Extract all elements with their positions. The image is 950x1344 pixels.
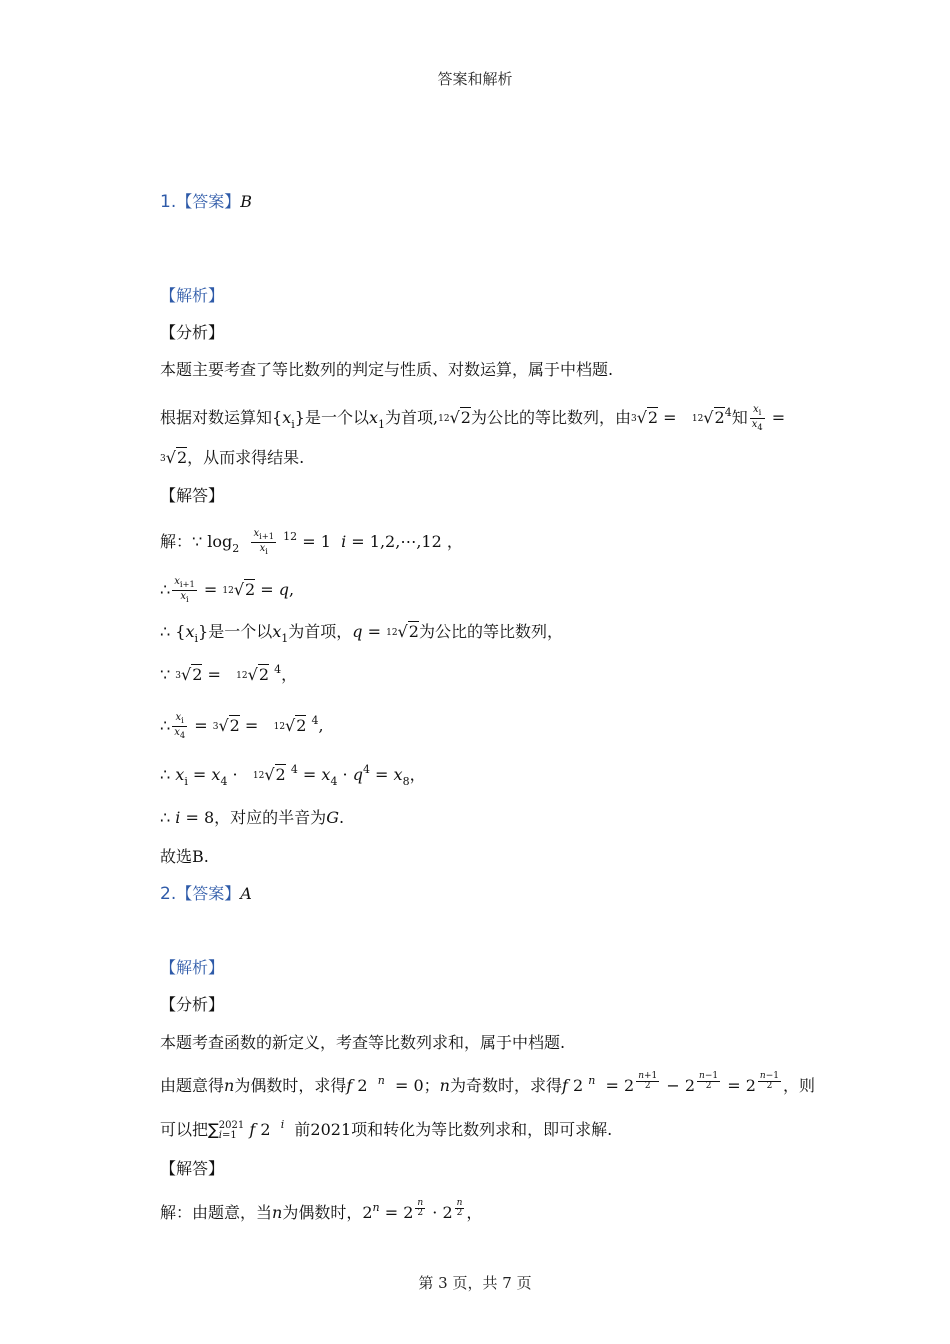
- q2-reason-text: 为奇数时，求得: [449, 1076, 562, 1095]
- q2-sol-line-1: [160, 1197, 483, 1225]
- q1-conclusion: 故选B.: [160, 847, 209, 866]
- q1-answer-tag: 【答案】: [176, 192, 241, 211]
- q1-sol-eq-1: ∵ $\log_2$ $\frac{x_{i+1}}{x_i}$ $^{12}$ = 1 i = 1,2,⋯,12 ，: [192, 528, 463, 556]
- q1-sol-line-7: [160, 808, 344, 828]
- q1-root-ratio: ,12√2: [433, 408, 471, 427]
- q2-n: n: [224, 1076, 235, 1095]
- q2-sol-eq: $2^n = 2$ $^{\frac{n}{2}}$ · 2 $^{\frac{n}{2}}$ ，: [362, 1197, 483, 1222]
- q1-reason-line-2: [160, 448, 304, 471]
- q2-sol-text: 为偶数时，: [282, 1203, 363, 1222]
- q1-sol-text: 为公比的等比数列，: [418, 622, 563, 641]
- q2-reason-text: 可以把: [160, 1120, 209, 1139]
- page-header: 答案和解析: [437, 70, 513, 88]
- q2-reason-text: 由题意得: [160, 1076, 225, 1095]
- q2-sum: ∑2021 i=1 f 2 $^i$: [208, 1118, 285, 1141]
- q1-sol-line-6: [160, 765, 426, 788]
- q1-sol-text: .: [338, 808, 345, 827]
- q1-sol-line-3: [160, 622, 563, 645]
- q1-x1: $x_1$: [368, 408, 385, 431]
- page-footer: 第 3 页，共 7 页: [418, 1274, 532, 1292]
- q2-reason-text: 前2021项和转化为等比数列求和，即可求解.: [294, 1120, 613, 1139]
- q2-f-even: f 2 $^n$ = 0: [346, 1074, 424, 1095]
- q2-fenxi-text: 本题考查函数的新定义，考查等比数列求和，属于中档题.: [160, 1033, 566, 1052]
- q1-answer-line: [160, 192, 252, 212]
- q1-eq-a: $3√2 = 12√2^4$: [630, 406, 732, 427]
- q1-sol-line-4: [160, 665, 297, 688]
- q1-reason-text: 为首项: [385, 408, 434, 427]
- q2-reason-line-2: [160, 1120, 612, 1142]
- q2-analysis-tag: 【解析】: [160, 958, 225, 977]
- q2-reason-line-1: [160, 1070, 815, 1098]
- q1-sol-prefix: 解：: [160, 532, 193, 551]
- q2-sol-text: 解：由题意，当: [160, 1203, 273, 1222]
- q1-sol-eq-5: ∴ $\frac{x_i}{x_4}$ = 3√2 = 12√2 $^4$,: [160, 712, 324, 740]
- q2-n: n: [272, 1203, 283, 1222]
- q1-reason-text: 为公比的等比数列，由: [470, 408, 631, 427]
- q1-reason-text: 是一个以: [304, 408, 369, 427]
- q1-sol-text: 是一个以: [208, 622, 273, 641]
- q1-sol-eq-6: ∴ $x_i = x_4 \cdot 12√2$ $^4 = x_4 \cdot q^4 = x_8$，: [160, 763, 426, 788]
- q2-answer: A: [240, 884, 252, 903]
- q1-number: 1.: [160, 192, 177, 212]
- q2-reason-text: ；: [423, 1076, 440, 1095]
- q1-reason-text: ，从而求得结果.: [187, 448, 305, 467]
- q1-sol-range: 1,2,⋯,12: [369, 532, 442, 551]
- q1-sol-eq-3a: ∴ $\{x_i\}$: [160, 622, 209, 645]
- q1-seq-xi: $\{x_i\}$: [272, 408, 305, 431]
- q1-reason-line-1: 根据对数运算知$\{x_i\}$是一个以$x_1$为首项,12√2为公比的等比数列，由$3√2 = 12√2^4$知 $\frac{x_i}{x_4}$ =: [160, 404, 786, 432]
- q1-sol-text: 为首项，: [288, 622, 353, 641]
- q2-f-odd: f 2 $^n$ = 2 $^{\frac{n+1}{2}}$ − 2 $^{\frac{n-1}{2}}$ = 2 $^{\frac{n-1}{2}}$: [561, 1070, 779, 1095]
- q1-sol-eq-3b: $x_1$: [272, 622, 289, 645]
- q1-sol-text: ，对应的半音为: [214, 808, 327, 827]
- q1-sol-eq-4: ∵ 3√2 = 12√2 $^4$，: [160, 663, 298, 684]
- q1-sol-eq-3c: q = 12√2: [352, 622, 419, 641]
- q1-sol-line-2: [160, 576, 294, 605]
- q2-number: 2.: [160, 884, 177, 904]
- q1-reason-text: 知: [731, 408, 748, 427]
- q1-cbrt: 3√2: [160, 448, 188, 467]
- q1-answer: B: [240, 192, 253, 211]
- q1-jieda-tag: 【解答】: [160, 486, 225, 505]
- q1-sol-line-5: [160, 712, 324, 741]
- q1-sol-eq-7: ∴ i = 8: [160, 808, 215, 827]
- q1-fenxi-tag: 【分析】: [160, 323, 225, 342]
- q1-note-g: G: [326, 808, 339, 827]
- q1-reason-text: 根据对数运算知: [160, 408, 273, 427]
- q2-jieda-tag: 【解答】: [160, 1159, 225, 1178]
- q2-answer-line: [160, 884, 252, 904]
- q1-sol-eq-2: ∴ $\frac{x_{i+1}}{x_i}$ = 12√2 = q,: [160, 576, 295, 604]
- q1-frac-xi-x4: $\frac{x_i}{x_4}$: [751, 404, 763, 432]
- q1-sol-line-1: [160, 528, 463, 557]
- q2-reason-text: 为偶数时，求得: [234, 1076, 347, 1095]
- q1-fenxi-text: 本题主要考查了等比数列的判定与性质、对数运算，属于中档题.: [160, 360, 614, 379]
- q2-answer-tag: 【答案】: [176, 884, 241, 903]
- q1-analysis-tag: 【解析】: [160, 286, 225, 305]
- q2-reason-text: ，则: [782, 1076, 815, 1095]
- q2-fenxi-tag: 【分析】: [160, 995, 225, 1014]
- q2-n: n: [439, 1076, 450, 1095]
